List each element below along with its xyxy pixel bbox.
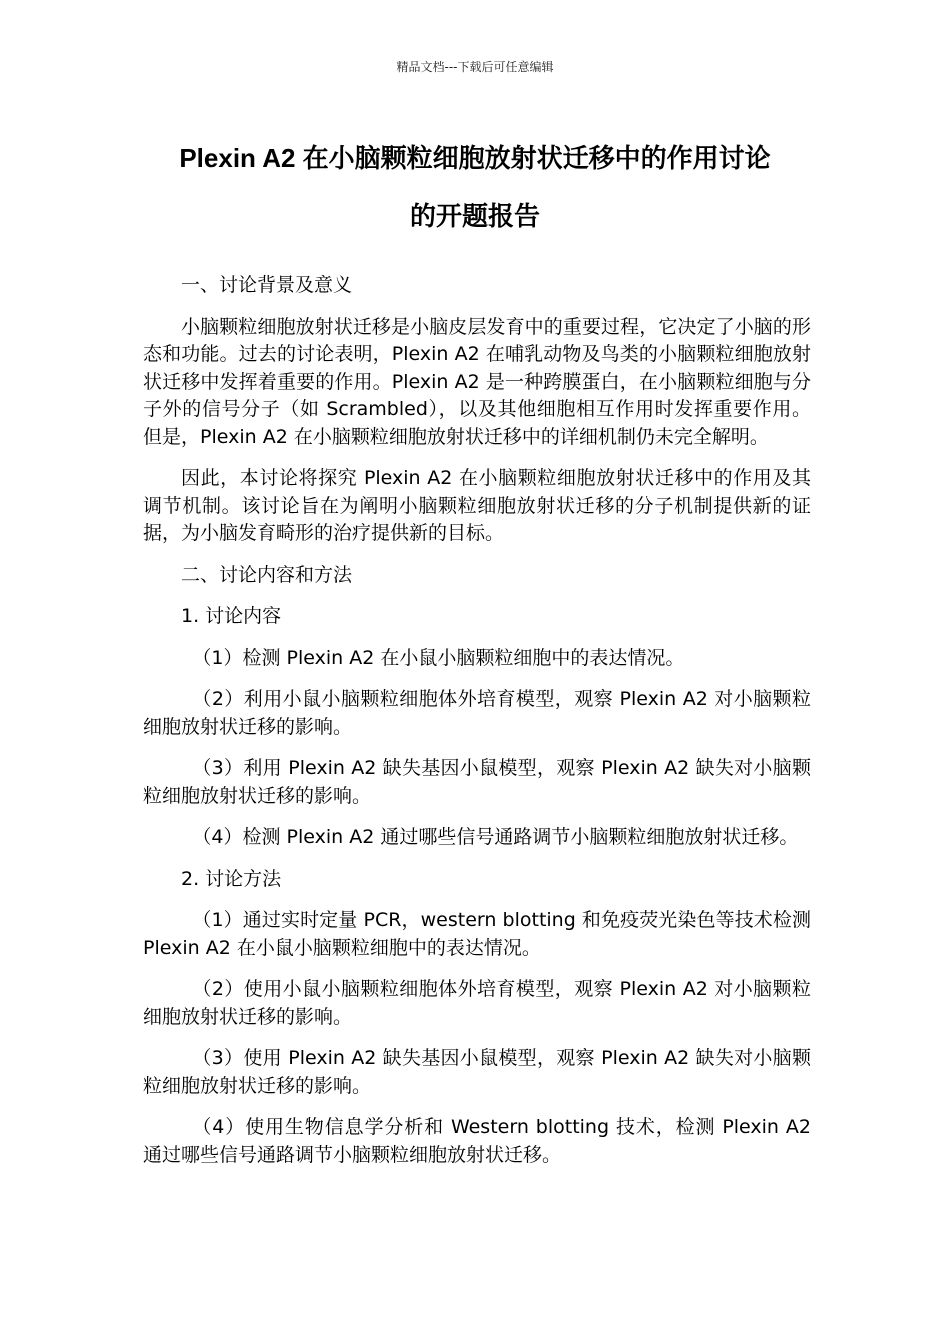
document-body <box>143 272 811 1183</box>
content-item-1: （1）检测 Plexin A2 在小鼠小脑颗粒细胞中的表达情况。 <box>192 646 685 669</box>
method-item-3: （3）使用 Plexin A2 缺失基因小鼠模型，观察 Plexin A2 缺失对小脑颗粒细胞放射状迁移的影响。 <box>143 1047 811 1097</box>
paragraph-background: 小脑颗粒细胞放射状迁移是小脑皮层发育中的重要过程，它决定了小脑的形态和功能。过去的讨论表明，Plexin A2 在哺乳动物及鸟类的小脑颗粒细胞放射状迁移中发挥着重要的作用。Plexin A2 是一种跨膜蛋白，在小脑颗粒细胞与分子外的信号分子（如 Scrambled），以及其他细胞相互作用时发挥重要作用。但是，Plexin A2 在小脑颗粒细胞放射状迁移中的详细机制仍未完全解明。 <box>143 315 811 448</box>
paragraph-purpose: 因此，本讨论将探究 Plexin A2 在小脑颗粒细胞放射状迁移中的作用及其调节机制。该讨论旨在为阐明小脑颗粒细胞放射状迁移的分子机制提供新的证据，为小脑发育畸形的治疗提供新的目标。 <box>143 467 811 544</box>
subheading-content: 1. 讨论内容 <box>181 605 282 627</box>
method-item-2: （2）使用小鼠小脑颗粒细胞体外培育模型，观察 Plexin A2 对小脑颗粒细胞放射状迁移的影响。 <box>143 978 811 1028</box>
document-title-line-1: Plexin A2 在小脑颗粒细胞放射状迁移中的作用讨论 <box>179 143 771 173</box>
content-item-3: （3）利用 Plexin A2 缺失基因小鼠模型，观察 Plexin A2 缺失对小脑颗粒细胞放射状迁移的影响。 <box>143 757 811 807</box>
content-item-4: （4）检测 Plexin A2 通过哪些信号通路调节小脑颗粒细胞放射状迁移。 <box>192 826 799 848</box>
document-title-line-2: 的开题报告 <box>409 201 540 231</box>
header-note: 精品文档---下载后可任意编辑 <box>396 60 554 74</box>
section-heading-background: 一、讨论背景及意义 <box>181 274 353 296</box>
method-item-1: （1）通过实时定量 PCR，western blotting 和免疫荧光染色等技术检测 Plexin A2 在小鼠小脑颗粒细胞中的表达情况。 <box>143 909 811 959</box>
content-item-2: （2）利用小鼠小脑颗粒细胞体外培育模型，观察 Plexin A2 对小脑颗粒细胞放射状迁移的影响。 <box>143 688 811 738</box>
subheading-methods: 2. 讨论方法 <box>181 867 282 890</box>
method-item-4: （4）使用生物信息学分析和 Western blotting 技术，检测 Plexin A2 通过哪些信号通路调节小脑颗粒细胞放射状迁移。 <box>143 1116 811 1166</box>
section-heading-content-methods: 二、讨论内容和方法 <box>181 563 353 586</box>
